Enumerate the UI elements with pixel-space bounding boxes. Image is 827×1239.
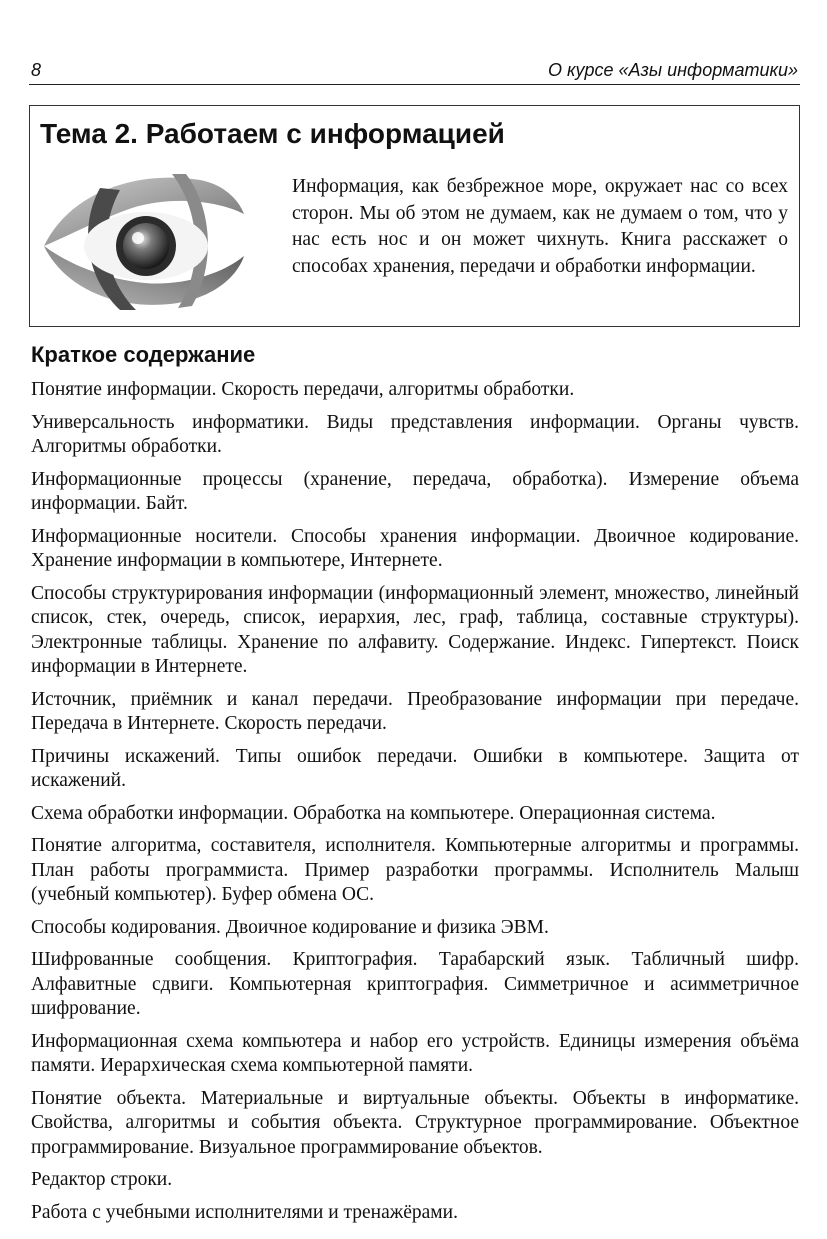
summary-item: Понятие объекта. Материальные и виртуальные объекты. Объекты в информатике. Свойства, алгоритмы и события объекта. Структурное программирование. Объектное программирование. Визуальное программирование объектов. [31, 1087, 799, 1158]
running-title: О курсе «Азы информатики» [547, 60, 798, 80]
summary-item: Источник, приёмник и канал передачи. Преобразование информации при передаче. Передача в Интернете. Скорость передачи. [31, 688, 799, 734]
page-number: 8 [31, 60, 42, 80]
summary-item: Информационные носители. Способы хранения информации. Двоичное кодирование. Хранение информации в компьютере, Интернете. [31, 525, 799, 571]
topic-intro: Информация, как безбрежное море, окружает нас со всех сторон. Мы об этом не думаем, как не думаем о том, что у нас есть нос и он может чихнуть. Книга расскажет о способах хранения, передачи и обработки информации. [292, 176, 788, 277]
eye-icon [40, 164, 246, 314]
summary-item: Схема обработки информации. Обработка на компьютере. Операционная система. [31, 802, 716, 824]
summary-list [31, 378, 799, 1233]
running-header [29, 58, 800, 85]
summary-item: Редактор строки. [31, 1169, 173, 1190]
topic-title: Тема 2. Работаем с информацией [40, 118, 505, 149]
summary-item: Работа с учебными исполнителями и тренажёрами. [31, 1201, 458, 1223]
summary-item: Информационные процессы (хранение, передача, обработка). Измерение объема информации. Байт. [31, 468, 799, 514]
topic-box [29, 105, 800, 327]
summary-item: Шифрованные сообщения. Криптография. Тарабарский язык. Табличный шифр. Алфавитные сдвиги. Компьютерная криптография. Симметричное и асимметричное шифрование. [31, 949, 799, 1019]
summary-item: Способы кодирования. Двоичное кодирование и физика ЭВМ. [31, 916, 549, 938]
summary-item: Способы структурирования информации (информационный элемент, множество, линейный список, стек, очередь, список, иерархия, лес, граф, таблица, составные структуры). Электронные таблицы. Хранение по алфавиту. Содержание. Индекс. Гипертекст. Поиск информации в Интернете. [31, 582, 799, 677]
summary-item: Информационная схема компьютера и набор его устройств. Единицы измерения объёма памяти. Иерархическая схема компьютерной памяти. [31, 1030, 799, 1076]
summary-item: Понятие информации. Скорость передачи, алгоритмы обработки. [31, 379, 575, 400]
summary-item: Причины искажений. Типы ошибок передачи. Ошибки в компьютере. Защита от искажений. [31, 745, 799, 791]
summary-item: Универсальность информатики. Виды представления информации. Органы чувств. Алгоритмы обработки. [31, 411, 799, 457]
summary-item: Понятие алгоритма, составителя, исполнителя. Компьютерные алгоритмы и программы. План работы программиста. Пример разработки программы. Исполнитель Малыш (учебный компьютер). Буфер обмена ОС. [31, 835, 799, 905]
summary-title: Краткое содержание [31, 342, 256, 367]
